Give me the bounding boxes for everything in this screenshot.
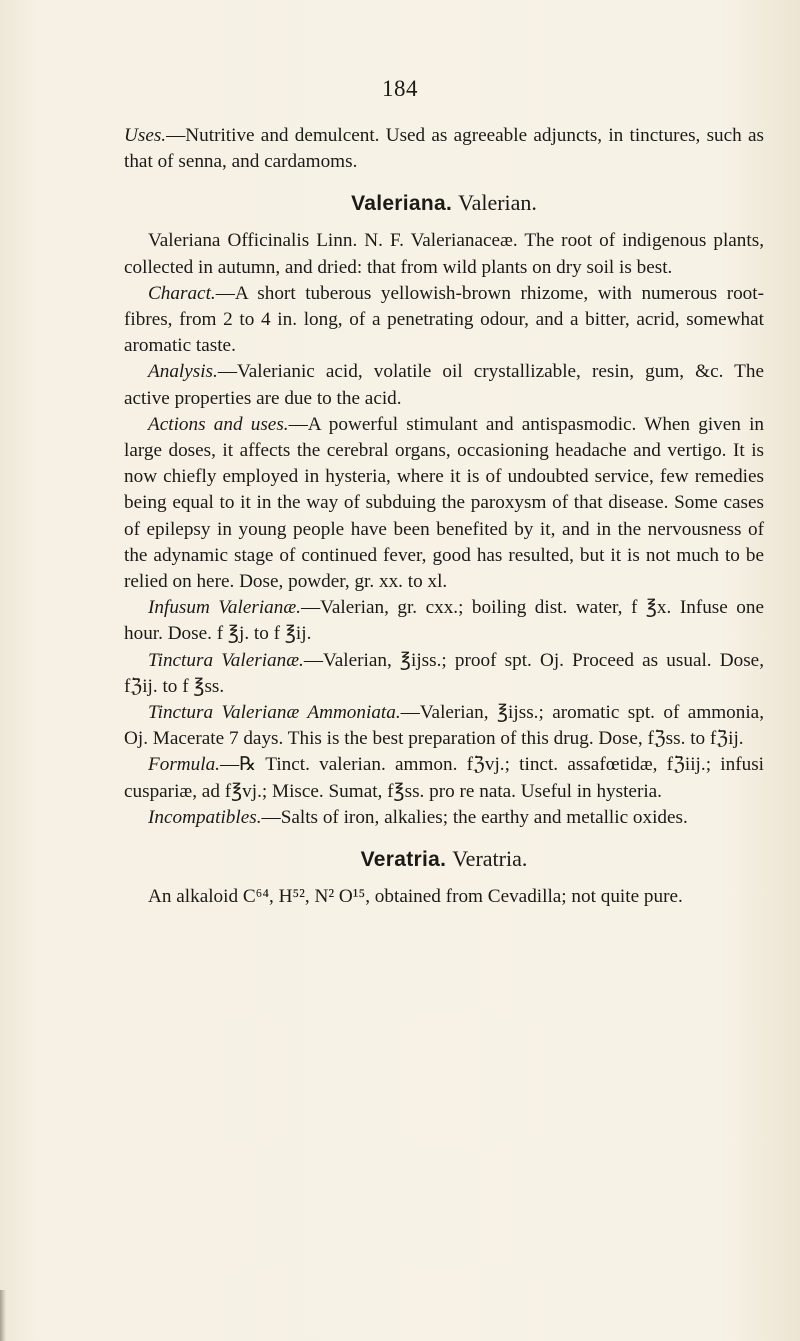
page-edge-shadow	[0, 1290, 6, 1341]
paragraph-charact	[124, 281, 764, 360]
paragraph-formula	[124, 752, 764, 804]
page-body	[124, 123, 764, 910]
paragraph-text: —Valerian, ℥ijss.; aromatic spt. of ammonia, Oj. Macerate 7 days. This is the best preparation of this drug. Dose, fℨss. to fℨij.	[124, 702, 764, 750]
paragraph-text: —Valerianic acid, volatile oil crystallizable, resin, gum, &c. The active properties are due to the acid.	[124, 361, 764, 409]
paragraph-uses	[124, 123, 764, 175]
paragraph-text: An alkaloid C⁶⁴, H⁵², N² O¹⁵, obtained from Cevadilla; not quite pure.	[148, 886, 683, 908]
paragraph-text: —Salts of iron, alkalies; the earthy and metallic oxides.	[261, 806, 688, 828]
paragraph-lead: Incompatibles.	[148, 806, 262, 828]
page-number: 184	[382, 76, 418, 101]
heading-main: Valeriana.	[351, 192, 453, 216]
heading-main: Veratria.	[360, 848, 447, 872]
paragraph-lead: Tinctura Valerianæ Ammoniata.	[148, 702, 401, 724]
paragraph-veratria-description	[124, 884, 764, 910]
paragraph-analysis	[124, 359, 764, 411]
paragraph-lead: Formula.	[148, 754, 220, 776]
paragraph-lead: Uses.	[124, 125, 167, 146]
heading-sub: Veratria.	[452, 846, 528, 872]
paragraph-text: —Valerian, ℥ijss.; proof spt. Oj. Proceed as usual. Dose, fℨij. to f ℥ss.	[124, 649, 764, 697]
paragraph-description	[124, 228, 764, 280]
section-heading-veratria	[124, 845, 764, 874]
paragraph-text: Valeriana Officinalis Linn. N. F. Valerianaceæ. The root of indigenous plants, collected in autumn, and dried: that from wild plants on dry soil is best.	[124, 230, 764, 278]
paragraph-lead: Charact.	[148, 282, 216, 304]
paragraph-lead: Actions and uses.	[148, 413, 289, 435]
paragraph-text: —A powerful stimulant and antispasmodic. When given in large doses, it affects the cerebral organs, occasioning headache and vertigo. It is now chiefly employed in hysteria, where it is of undoubted service, few remedies being equal to it in the way of subduing the paroxysm of that disease. Some cases of epilepsy in young people have been benefited by it, and in the nervousness of the adynamic stage of continued fever, good has resulted, but it is not much to be relied on here. Dose, powder, gr. xx. to xl.	[124, 413, 764, 593]
paragraph-text: —A short tuberous yellowish-brown rhizome, with numerous root-fibres, from 2 to 4 in. long, of a penetrating odour, and a bitter, acrid, somewhat aromatic taste.	[124, 282, 764, 357]
paragraph-lead: Tinctura Valerianæ.	[148, 649, 304, 671]
paragraph-lead: Infusum Valerianæ.	[148, 597, 301, 619]
paragraph-incompatibles	[124, 805, 764, 831]
heading-sub: Valerian.	[458, 190, 537, 216]
paragraph-text: —℞ Tinct. valerian. ammon. fℨvj.; tinct. assafœtidæ, fℨiij.; infusi cuspariæ, ad f℥vj.; Misce. Sumat, f℥ss. pro re nata. Useful in hysteria.	[124, 754, 764, 802]
paragraph-lead: Analysis.	[148, 361, 218, 383]
paragraph-tinctura	[124, 648, 764, 700]
section-heading-valeriana	[124, 189, 764, 218]
paragraph-text: —Nutritive and demulcent. Used as agreeable adjuncts, in tinctures, such as that of senna, and cardamoms.	[124, 125, 764, 173]
paragraph-actions-uses	[124, 412, 764, 595]
paragraph-text: —Valerian, gr. cxx.; boiling dist. water, f ℥x. Infuse one hour. Dose. f ℥j. to f ℥ij.	[124, 597, 764, 645]
paragraph-tinctura-ammoniata	[124, 700, 764, 752]
paragraph-infusum	[124, 595, 764, 647]
